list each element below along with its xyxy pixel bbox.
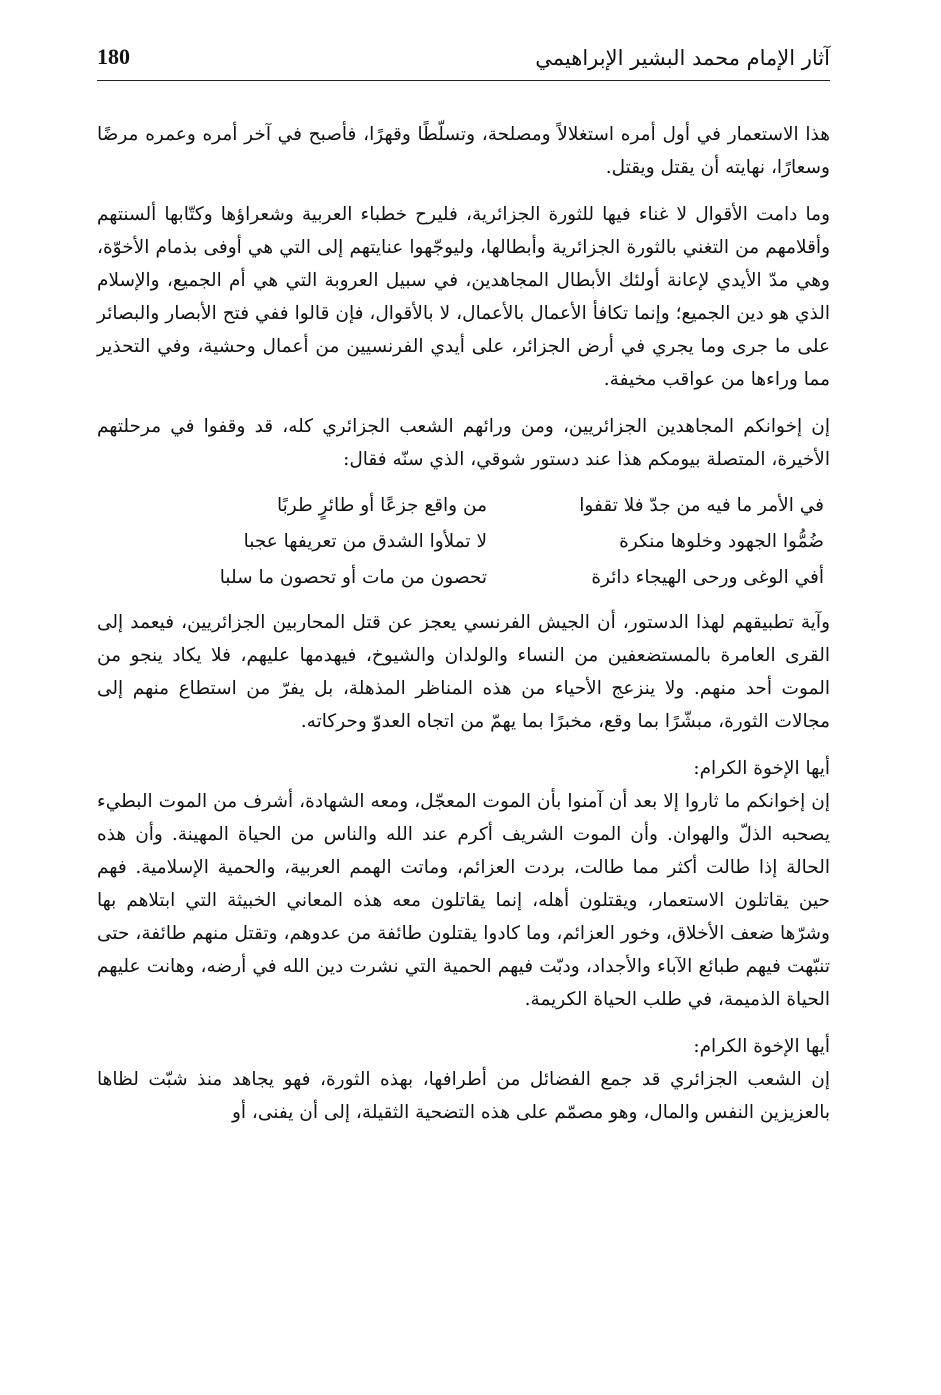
paragraph: إن الشعب الجزائري قد جمع الفضائل من أطرافها، بهذه الثورة، فهو يجاهد منذ شبّت لظاها بالعزيزين النفس والمال، وهو مصمّم على هذه التضحية الثقيلة، إلى أن يفنى، أو [97, 1069, 830, 1123]
verse-second-hemistich: تحصون من مات أو تحصون ما سلبا [219, 567, 487, 588]
page-number: 180 [97, 44, 130, 69]
verse-first-hemistich: في الأمر ما فيه من جدّ فلا تقفوا [579, 495, 824, 516]
verse-second-hemistich: لا تملأوا الشدق من تعريفها عجبا [243, 531, 487, 552]
paragraph: وآية تطبيقهم لهذا الدستور، أن الجيش الفرنسي يعجز عن قتل المحاربين الجزائريين، فيعمد إلى القرى العامرة بالمستضعفين من النساء والولدان والشيوخ، فيهدمها عليهم، فلا يكاد ينجو من الموت أحد منهم. ولا ينزعج الأحياء من هذه المناظر المذهلة، بل يفرّ من استطاع منهم إلى مجالات الثورة، مبشّرًا بما وقع، مخبرًا بما يهمّ من اتجاه العدوّ وحركاته. [97, 612, 830, 732]
page-body [97, 118, 830, 1129]
verse-second-hemistich: من واقع جزعًا أو طائرٍ طربًا [277, 495, 487, 516]
page-header [97, 44, 830, 81]
salutation: أيها الإخوة الكرام: [693, 1036, 830, 1057]
paragraph: وما دامت الأقوال لا غناء فيها للثورة الجزائرية، فليرح خطباء العربية وشعراؤها وكتّابها ألسنتهم وأقلامهم من التغني بالثورة الجزائرية وأبطالها، وليوجّهوا عنايتهم إلى التي هي أوفى بذمام الأخوّة، وهي مدّ الأيدي لإعانة أولئك الأبطال المجاهدين، في سبيل العروبة التي هي أم الجميع، والإسلام الذي هو دين الجميع؛ وإنما تكافأ الأعمال بالأعمال، لا بالأقوال، فإن قالوا ففي فتح الأبصار والبصائر على ما جرى وما يجري في أرض الجزائر، على أيدي الفرنسيين من أعمال وحشية، وفي التحذير مما وراءها من عواقب مخيفة. [97, 204, 830, 390]
paragraph: هذا الاستعمار في أول أمره استغلالاً ومصلحة، وتسلّطًا وقهرًا، فأصبح في آخر أمره وعمره مرضًا وسعارًا، نهايته أن يقتل ويقتل. [97, 124, 830, 178]
poem-verse [97, 488, 830, 524]
poem-verse [97, 560, 830, 596]
poem [97, 488, 830, 596]
verse-first-hemistich: أفي الوغى ورحى الهيجاء دائرة [591, 567, 824, 588]
salutation: أيها الإخوة الكرام: [693, 758, 830, 779]
paragraph: إن إخوانكم ما ثاروا إلا بعد أن آمنوا بأن الموت المعجّل، ومعه الشهادة، أشرف من الموت البطيء يصحبه الذلّ والهوان. وأن الموت الشريف أكرم عند الله والناس من الحياة المهينة. وأن هذه الحالة إذا طالت أكثر مما طالت، بردت العزائم، وماتت الهمم العربية، والحمية الإسلامية. فهم حين يقاتلون الاستعمار، ويقتلون أهله، إنما يقاتلون معه هذه المعاني الخبيثة التي ابتلاهم بها وشرّها ضعف الأخلاق، وخور العزائم، وما كادوا يقتلون طائفة من عدوهم، وتقتل منهم طائفة، حتى تنبّهت فيهم طبائع الآباء والأجداد، ودبّت فيهم الحمية التي نشرت دين الله في أرضه، وهانت عليهم الحياة الذميمة، في طلب الحياة الكريمة. [97, 791, 830, 1010]
verse-first-hemistich: ضُمُّوا الجهود وخلوها منكرة [619, 531, 824, 552]
running-title: آثار الإمام محمد البشير الإبراهيمي [535, 46, 830, 70]
poem-verse [97, 524, 830, 560]
paragraph: إن إخوانكم المجاهدين الجزائريين، ومن ورائهم الشعب الجزائري كله، قد وقفوا في مرحلتهم الأخيرة، المتصلة بيومكم هذا عند دستور شوقي، الذي سنّه فقال: [97, 416, 830, 470]
